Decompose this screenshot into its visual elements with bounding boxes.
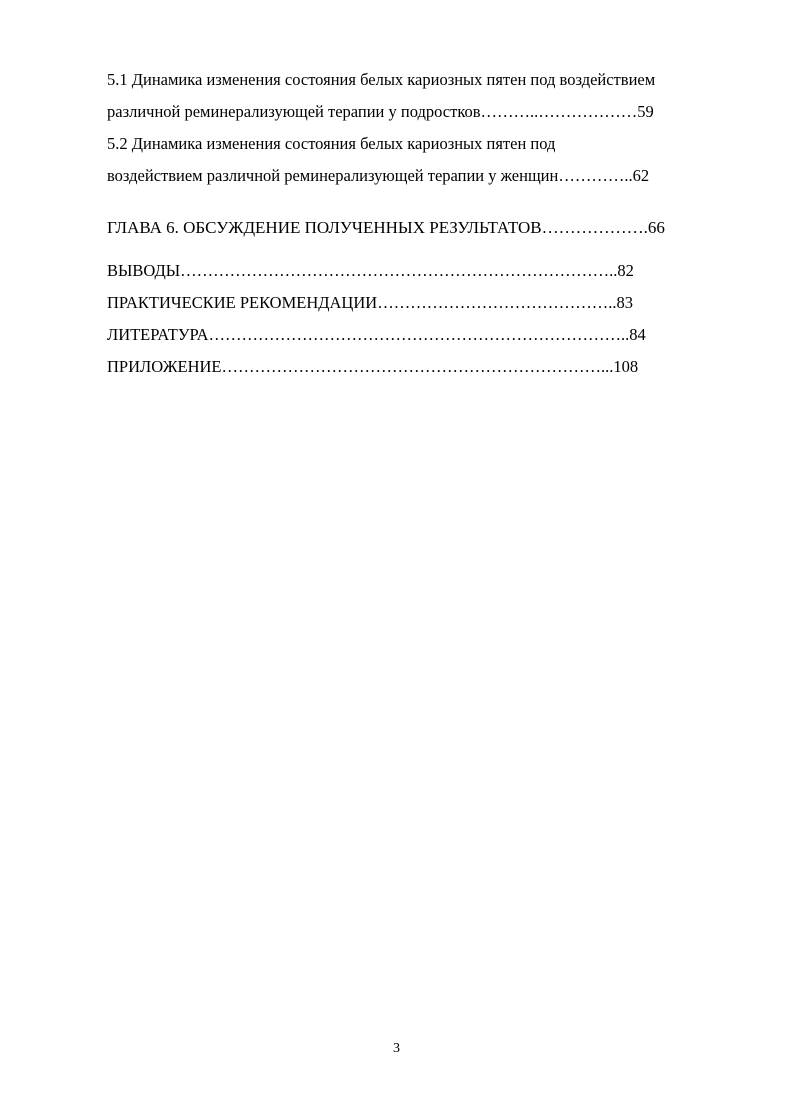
toc-entry-5-1-title-part1: 5.1 Динамика изменения состояния белых кариозных пятен под воздействием [107, 70, 656, 89]
toc-page-number: 84 [629, 325, 646, 344]
toc-page-number: 82 [617, 261, 634, 280]
page-number: 3 [393, 1041, 400, 1056]
toc-page-number: 108 [613, 357, 639, 376]
toc-entry-title: ПРИЛОЖЕНИЕ [107, 357, 222, 376]
toc-entry-title: ВЫВОДЫ [107, 261, 181, 280]
toc-page-number: 66 [647, 218, 665, 237]
toc-leader-dots: ………..……………… [480, 102, 638, 121]
toc-entry-5-1-title-part2: различной реминерализующей терапии у подростков [107, 102, 481, 121]
toc-leader-dots: ……………………………………………………………... [221, 357, 614, 376]
toc-entry-title: ПРАКТИЧЕСКИЕ РЕКОМЕНДАЦИИ [107, 293, 378, 312]
toc-chapter-title: ГЛАВА 6. ОБСУЖДЕНИЕ ПОЛУЧЕННЫХ РЕЗУЛЬТАТОВ [107, 218, 542, 237]
toc-leader-dots: …………………………………….. [377, 293, 617, 312]
toc-leader-dots: ………………………………………………………………….. [208, 325, 630, 344]
toc-entry-chapter-6 [107, 218, 665, 238]
toc-page-number: 59 [637, 102, 654, 121]
toc-entry-conclusions [107, 261, 634, 281]
toc-entry-5-1-line1 [107, 70, 655, 90]
toc-entry-recommendations [107, 293, 633, 313]
toc-leader-dots: …………………………………………………………………….. [180, 261, 618, 280]
toc-entry-title: ЛИТЕРАТУРА [107, 325, 209, 344]
toc-entry-literature [107, 325, 646, 345]
toc-page-number: 62 [632, 166, 650, 185]
toc-entry-5-2-title-part2: воздействием различной реминерализующей терапии у женщин [107, 166, 559, 185]
toc-page-number: 83 [616, 293, 633, 312]
toc-entry-5-2-title-part1: 5.2 Динамика изменения состояния белых кариозных пятен под [107, 134, 556, 153]
toc-leader-dots: ………………. [541, 218, 648, 237]
toc-leader-dots: ………….. [558, 166, 633, 185]
toc-entry-5-2-line1 [107, 134, 555, 154]
toc-entry-5-1-line2 [107, 102, 654, 122]
toc-entry-appendix [107, 357, 638, 377]
toc-entry-5-2-line2 [107, 166, 649, 186]
